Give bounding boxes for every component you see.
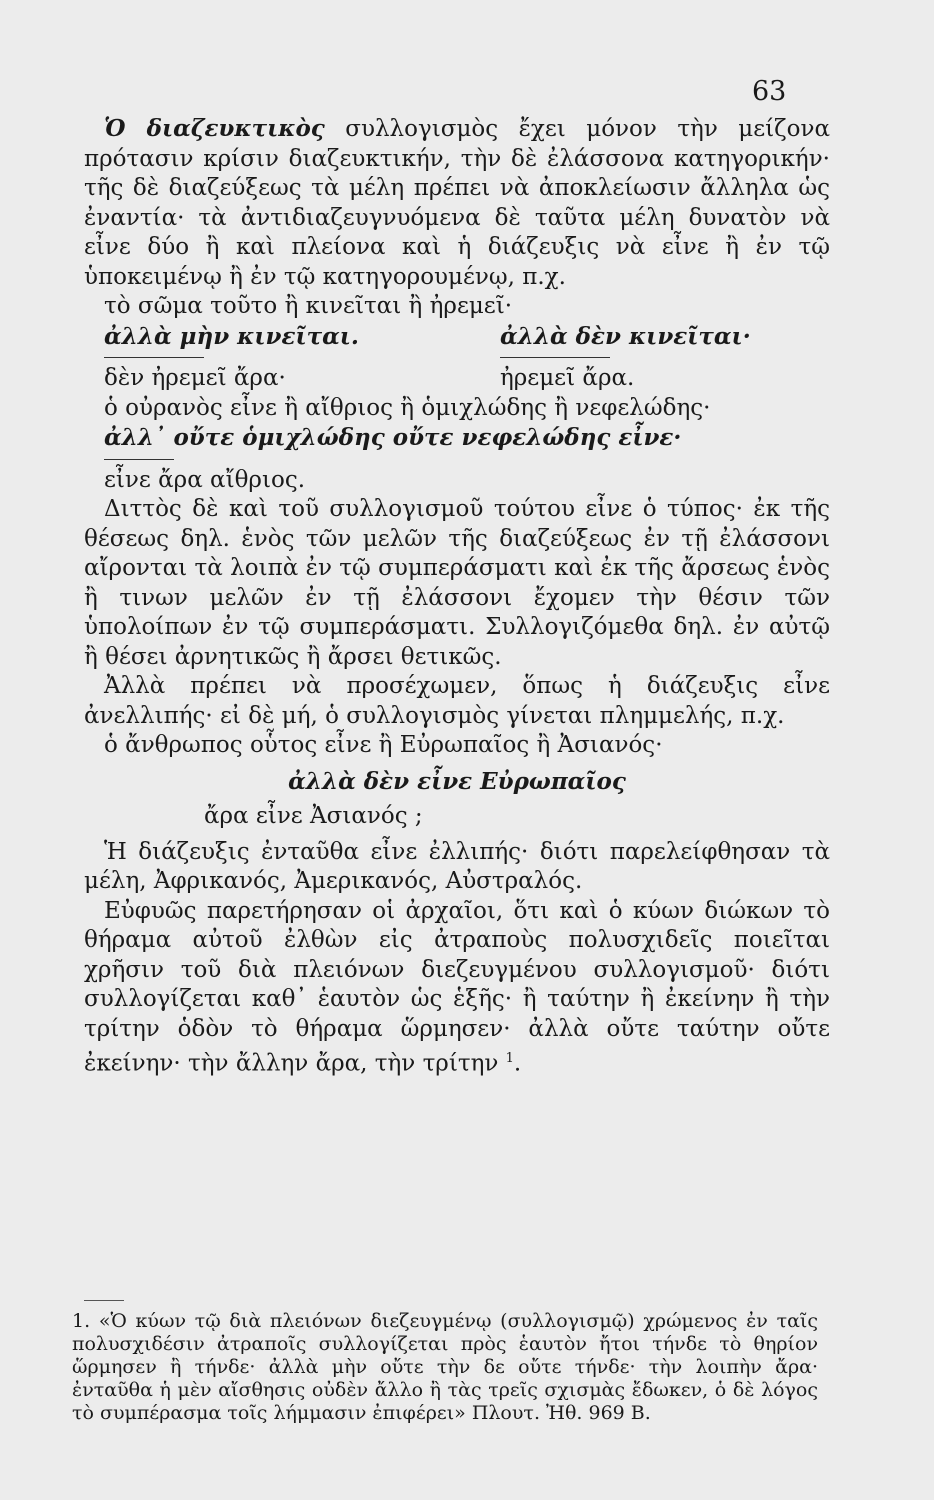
example2-conclusion: εἶνε ἄρα αἴθριος. (104, 466, 306, 493)
example1-concl-left: δὲν ἠρεμεῖ ἄρα· (104, 365, 286, 391)
example3-minor: ἀλλὰ δὲν εἶνε Εὐρωπαῖος (288, 767, 626, 795)
divider-rule (500, 357, 610, 358)
example2-minor: ἀλλ᾽ οὔτε ὁμιχλώδης οὔτε νεφελώδης εἶνε· (104, 424, 682, 451)
paragraph-5-text: Εὐφυῶς παρετήρησαν οἱ ἀρχαῖοι, ὅτι καὶ ὁ κύων διώκων τὸ θήραμα αὐτοῦ ἐλθὼν εἰς ἀτραποὺς πολυσχιδεῖς ποιεῖται χρῆσιν τοῦ διὰ πλειόνων διεζευγμένου συλλογισμοῦ· διότι συλλογίζεται καθ᾽ ἑαυτὸν ὡς ἑξῆς· ἢ ταύτην ἢ ἐκείνην ἢ τὴν τρίτην ὁδὸν τὸ θήραμα ὥρμησεν· ἀλλὰ οὔτε ταύτην οὔτε ἐκείνην· τὴν ἄλλην ἄρα, τὴν τρίτην (84, 897, 830, 1077)
example3-premise: ὁ ἄνθρωπος οὗτος εἶνε ἢ Εὐρωπαῖος ἢ Ἀσιανός· (104, 732, 663, 758)
divider-rule (104, 357, 204, 358)
paragraph-5: Εὐφυῶς παρετήρησαν οἱ ἀρχαῖοι, ὅτι καὶ ὁ κύων διώκων τὸ θήραμα αὐτοῦ ἐλθὼν εἰς ἀτραποὺς πολυσχιδεῖς ποιεῖται χρῆσιν τοῦ διὰ πλειόνων διεζευγμένου συλλογισμοῦ· διότι συλλογίζεται καθ᾽ ἑαυτὸν ὡς ἑξῆς· ἢ ταύτην ἢ ἐκείνην ἢ τὴν τρίτην ὁδὸν τὸ θήραμα ὥρμησεν· ἀλλὰ οὔτε ταύτην οὔτε ἐκείνην· τὴν ἄλλην ἄρα, τὴν τρίτην $^1$. (84, 897, 830, 1077)
intro-text: συλλογισμὸς ἔχει μόνον τὴν μείζονα πρότασιν κρίσιν διαζευκτικήν, τὴν δὲ ἐλάσσονα κατηγορικήν· τῆς δὲ διαζεύξεως τὰ μέλη πρέπει νὰ ἀποκλείωσιν ἄλληλα ὡς ἐναντία· τὰ ἀντιδιαζευγνυόμενα δὲ ταῦτα μέλη δυνατὸν νὰ εἶνε δύο ἢ καὶ πλείονα καὶ ἡ διάζευξις νὰ εἶνε ἢ ἐν τῷ ὑποκειμένῳ ἢ ἐν τῷ κατηγορουμένῳ, π.χ. (84, 116, 830, 290)
example1-minor-left: ἀλλὰ μὴν κινεῖται. (104, 322, 359, 350)
divider-rule (104, 459, 174, 460)
example1-conclusions (84, 364, 830, 394)
page-number: 63 (752, 76, 787, 107)
example1-concl-right: ἠρεμεῖ ἄρα. (500, 365, 635, 391)
intro-term: Ὁ διαζευκτικὸς (104, 115, 325, 142)
example1-minors (84, 322, 830, 352)
paragraph-4: Ἡ διάζευξις ἐνταῦθα εἶνε ἐλλιπής· διότι παρελείφθησαν τὰ μέλη, Ἀφρικανός, Ἀμερικανός, Αὐστραλός. (84, 838, 830, 894)
main-text (84, 114, 830, 1079)
example1-minor-right: ἀλλὰ δὲν κινεῖται· (500, 322, 751, 350)
footnote-ref: 1 (505, 1051, 514, 1066)
example1-premise: τὸ σῶμα τοῦτο ἢ κινεῖται ἢ ἠρεμεῖ· (104, 293, 513, 319)
paragraph-3: Ἀλλὰ πρέπει νὰ προσέχωμεν, ὅπως ἡ διάζευξις εἶνε ἀνελλιπής· εἰ δὲ μή, ὁ συλλογισμὸς γίνεται πλημμελής, π.χ. (84, 673, 830, 729)
example2-premise: ὁ οὐρανὸς εἶνε ἢ αἴθριος ἢ ὁμιχλώδης ἢ νεφελώδης· (104, 394, 711, 421)
footnote-divider (84, 1300, 124, 1301)
paragraph-2: Διττὸς δὲ καὶ τοῦ συλλογισμοῦ τούτου εἶνε ὁ τύπος· ἐκ τῆς θέσεως δηλ. ἑνὸς τῶν μελῶν τῆς διαζεύξεως ἐν τῇ ἐλάσσονι αἴρονται τὰ λοιπὰ ἐν τῷ συμπεράσματι καὶ ἐκ τῆς ἄρσεως ἑνὸς ἢ τινων μελῶν ἐν τῇ ἐλάσσονι ἔχομεν τὴν θέσιν τῶν ὑπολοίπων ἐν τῷ συμπεράσματι. Συλλογιζόμεθα δηλ. ἐν αὐτῷ ἢ θέσει ἀρνητικῶς ἢ ἄρσει θετικῶς. (84, 496, 830, 670)
intro-paragraph (84, 114, 830, 292)
example1-rules (84, 351, 830, 364)
example3-conclusion: ἄρα εἶνε Ἀσιανός ; (204, 803, 423, 829)
footnote: 1. «Ὁ κύων τῷ διὰ πλειόνων διεζευγμένῳ (συλλογισμῷ) χρώμενος ἐν ταῖς πολυσχιδέσιν ἀτραποῖς συλλογίζεται πρὸς ἑαυτὸν ἤτοι τήνδε τὸ θηρίον ὥρμησεν ἢ τήνδε· ἀλλὰ μὴν οὔτε τὴν δε οὔτε τήνδε· τὴν λοιπὴν ἄρα· ἐνταῦθα ἡ μὲν αἴσθησις οὐδὲν ἄλλο ἢ τὰς τρεῖς σχισμὰς ἔδωκεν, ὁ δὲ λόγος τὸ συμπέρασμα τοῖς λήμμασιν ἐπιφέρει» Πλουτ. Ἠθ. 969 B. (72, 1310, 818, 1424)
